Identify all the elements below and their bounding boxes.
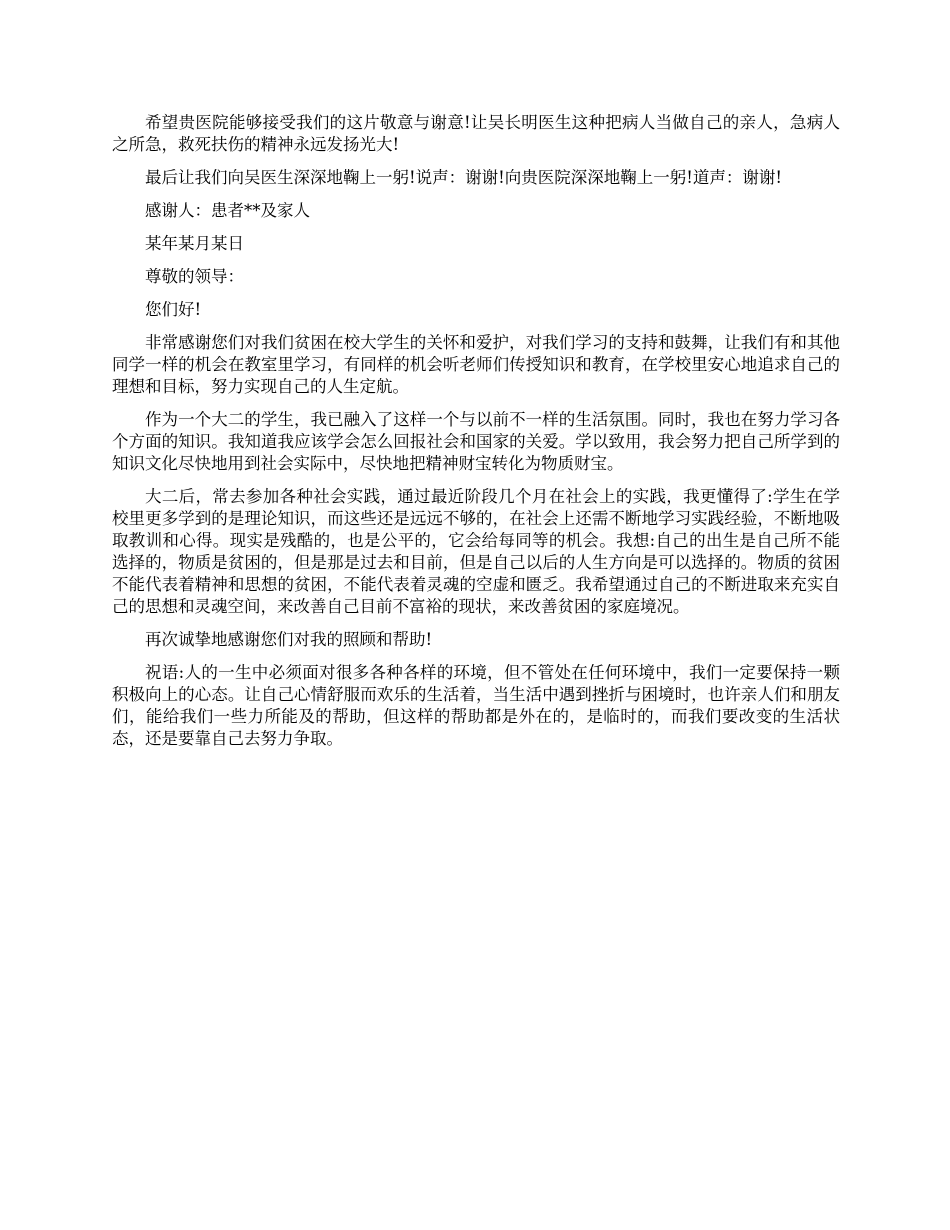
paragraph-gratitude: 非常感谢您们对我们贫困在校大学生的关怀和爱护，对我们学习的支持和鼓舞，让我们有和其他同学一样的机会在教室里学习，有同样的机会听老师们传授知识和教育，在学校里安心地追求自己的理想和目标，努力实现自己的人生定航。 [112, 333, 840, 396]
paragraph-date: 某年某月某日 [145, 234, 244, 253]
paragraph-sophomore: 作为一个大二的学生，我已融入了这样一个与以前不一样的生活氛围。同时，我也在努力学习各个方面的知识。我知道我应该学会怎么回报社会和国家的关爱。学以致用，我会努力把自己所学到的知识文化尽快地用到社会实际中，尽快地把精神财宝转化为物质财宝。 [112, 410, 840, 473]
paragraph-greeting: 您们好! [145, 300, 202, 319]
paragraph-blessing: 祝语:人的一生中必须面对很多各种各样的环境，但不管处在任何环境中，我们一定要保持一颗积极向上的心态。让自己心情舒服而欢乐的生活着，当生活中遇到挫折与困境时，也许亲人们和朋友们，能给我们一些力所能及的帮助，但这样的帮助都是外在的，是临时的，而我们要改变的生活状态，还是要靠自己去努力争取。 [112, 663, 840, 748]
paragraph-bow-thanks: 最后让我们向吴医生深深地鞠上一躬!说声：谢谢!向贵医院深深地鞠上一躬!道声：谢谢! [145, 168, 783, 187]
paragraph-thanks-again: 再次诚挚地感谢您们对我的照顾和帮助! [145, 630, 433, 649]
document-body [112, 112, 840, 761]
paragraph-signature: 感谢人：患者**及家人 [145, 201, 310, 220]
paragraph-hospital-wish: 希望贵医院能够接受我们的这片敬意与谢意!让吴长明医生这种把病人当做自己的亲人，急病人之所急，救死扶伤的精神永远发扬光大! [112, 113, 840, 154]
paragraph-social-practice: 大二后，常去参加各种社会实践，通过最近阶段几个月在社会上的实践，我更懂得了:学生在学校里更多学到的是理论知识，而这些还是远远不够的，在社会上还需不断地学习实践经验，不断地吸取教训和心得。现实是残酷的，也是公平的，它会给每同等的机会。我想:自己的出生是自己所不能选择的，物质是贫困的，但是那是过去和目前，但是自己以后的人生方向是可以选择的。物质的贫困不能代表着精神和思想的贫困，不能代表着灵魂的空虚和匮乏。我希望通过自己的不断进取来充实自己的思想和灵魂空间，来改善自己目前不富裕的现状，来改善贫困的家庭境况。 [112, 487, 840, 616]
paragraph-salutation: 尊敬的领导： [145, 267, 244, 286]
